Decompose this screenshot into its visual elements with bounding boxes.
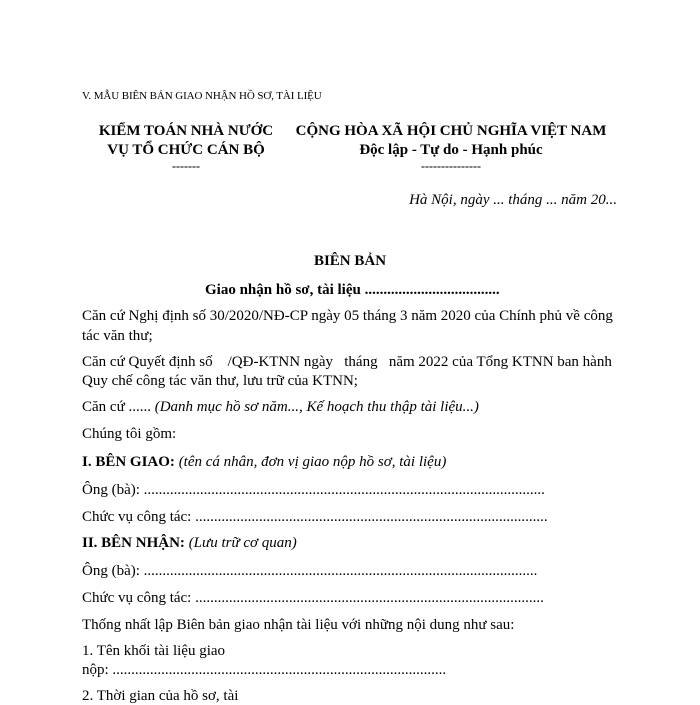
basis-3-prefix: Căn cứ ...... [82, 399, 155, 415]
giver-heading-label: I. BÊN GIAO: [82, 454, 179, 470]
document-subtitle: Giao nhận hồ sơ, tài liệu .................................... [205, 282, 500, 298]
we-include: Chúng tôi gồm: [82, 426, 177, 442]
receiver-heading [82, 535, 297, 552]
receiver-name-line: Ông (bà): ......................................................................................................... [82, 563, 538, 579]
left-header [96, 122, 276, 172]
basis-2-line-1: Căn cứ Quyết định số /QĐ-KTNN ngày tháng năm 2022 của Tổng KTNN ban hành [82, 354, 612, 370]
section-title: V. MẪU BIÊN BẢN GIAO NHẬN HỒ SƠ, TÀI LIỆU [82, 90, 322, 102]
receiver-position-line: Chức vụ công tác: ............................................................................................. [82, 590, 544, 606]
right-header-rule: --------------- [421, 159, 481, 173]
department-name: VỤ TỔ CHỨC CÁN BỘ [107, 142, 265, 158]
giver-position-line: Chức vụ công tác: .............................................................................................. [82, 509, 548, 525]
basis-3-note: (Danh mục hồ sơ năm..., Kế hoạch thu thập tài liệu...) [154, 399, 479, 415]
right-header [288, 122, 614, 172]
agreement-statement: Thống nhất lập Biên bản giao nhận tài liệu với những nội dung như sau: [82, 617, 515, 633]
basis-2-line-2: Quy chế công tác văn thư, lưu trữ của KTNN; [82, 373, 358, 389]
receiver-heading-label: II. BÊN NHẬN: [82, 535, 189, 551]
agency-name: KIỂM TOÁN NHÀ NƯỚC [98, 123, 274, 139]
national-motto: Độc lập - Tự do - Hạnh phúc [359, 142, 543, 158]
receiver-heading-note: (Lưu trữ cơ quan) [188, 535, 297, 551]
giver-name-line: Ông (bà): ........................................................................................................... [82, 482, 545, 498]
place-date: Hà Nội, ngày ... tháng ... năm 20... [409, 192, 617, 208]
national-name: CỘNG HÒA XÃ HỘI CHỦ NGHĨA VIỆT NAM [295, 123, 607, 139]
document-title: BIÊN BẢN [313, 253, 387, 269]
item-1-line-1: 1. Tên khối tài liệu giao [82, 643, 226, 659]
giver-heading-note: (tên cá nhân, đơn vị giao nộp hồ sơ, tài liệu) [178, 454, 447, 470]
item-2-line-1: 2. Thời gian của hồ sơ, tài [82, 688, 239, 704]
basis-1-line-1: Căn cứ Nghị định số 30/2020/NĐ-CP ngày 05 tháng 3 năm 2020 của Chính phủ về công [82, 308, 613, 324]
left-header-rule: ------- [172, 159, 200, 173]
item-1-line-2: nộp: ......................................................................................... [82, 662, 447, 678]
giver-heading [82, 454, 446, 471]
basis-1-line-2: tác văn thư; [82, 328, 153, 344]
basis-3 [82, 399, 479, 416]
